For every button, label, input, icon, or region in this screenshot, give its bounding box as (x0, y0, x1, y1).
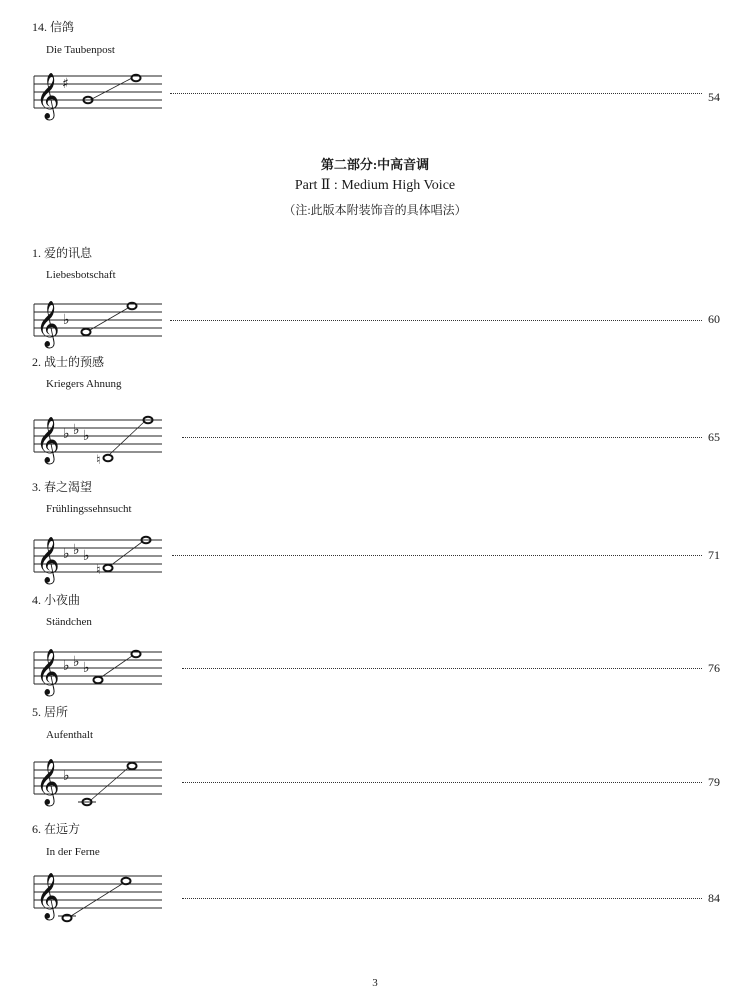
song-subtitle: Ständchen (46, 616, 92, 628)
flat-icon: ♭ (63, 658, 70, 674)
section-title-en: Part Ⅱ : Medium High Voice (294, 178, 456, 193)
page-number: 3 (372, 977, 378, 989)
flat-icon: ♭ (73, 422, 80, 438)
music-staff (34, 60, 174, 122)
music-staff (34, 406, 174, 470)
page-ref: 76 (708, 661, 720, 675)
leader-dots (182, 668, 702, 669)
song-subtitle: In der Ferne (46, 846, 100, 858)
treble-clef-icon: 𝄞 (36, 537, 60, 583)
song-title: 14. 信鸽 (32, 20, 75, 34)
flat-icon: ♭ (73, 654, 80, 670)
leader-dots (170, 320, 702, 321)
flat-icon: ♭ (63, 768, 70, 784)
treble-clef-icon: 𝄞 (36, 73, 60, 119)
song-title: 2. 战士的预感 (32, 355, 105, 369)
page-ref: 84 (708, 891, 720, 905)
flat-icon: ♭ (63, 312, 70, 328)
natural-icon: ♮ (96, 453, 101, 468)
song-title: 4. 小夜曲 (32, 593, 81, 607)
treble-clef-icon: 𝄞 (36, 417, 60, 463)
music-staff (34, 526, 174, 588)
song-title: 3. 春之渴望 (32, 480, 93, 494)
song-title: 6. 在远方 (32, 822, 81, 836)
music-staff (34, 290, 174, 350)
page-ref: 54 (708, 90, 720, 104)
flat-icon: ♭ (63, 546, 70, 562)
song-subtitle: Frühlingssehnsucht (46, 503, 132, 515)
section-title-cn: 第二部分:中高音调 (320, 157, 430, 172)
leader-dots (182, 898, 702, 899)
leader-dots (172, 555, 702, 556)
page-ref: 71 (708, 548, 720, 562)
flat-icon: ♭ (63, 426, 70, 442)
song-title: 5. 居所 (32, 705, 69, 719)
song-title: 1. 爱的讯息 (32, 246, 93, 260)
treble-clef-icon: 𝄞 (36, 301, 60, 347)
page-ref: 60 (708, 312, 720, 326)
song-subtitle: Aufenthalt (46, 729, 94, 741)
leader-dots (182, 782, 702, 783)
song-subtitle: Liebesbotschaft (46, 269, 116, 281)
page-ref: 79 (708, 775, 720, 789)
flat-icon: ♭ (83, 660, 90, 676)
treble-clef-icon: 𝄞 (36, 649, 60, 695)
section-note: （注:此版本附装饰音的具体唱法） (283, 203, 467, 217)
leader-dots (182, 437, 702, 438)
page-ref: 65 (708, 430, 720, 444)
music-staff (34, 866, 174, 930)
flat-icon: ♭ (83, 548, 90, 564)
treble-clef-icon: 𝄞 (36, 759, 60, 805)
flat-icon: ♭ (83, 428, 90, 444)
song-subtitle: Kriegers Ahnung (46, 378, 122, 390)
music-staff (34, 752, 174, 812)
flat-icon: ♭ (73, 542, 80, 558)
song-subtitle: Die Taubenpost (46, 44, 115, 56)
sharp-icon: ♯ (62, 76, 69, 92)
natural-icon: ♮ (96, 563, 101, 578)
music-staff (34, 638, 174, 698)
treble-clef-icon: 𝄞 (36, 873, 60, 919)
leader-dots (170, 93, 702, 94)
